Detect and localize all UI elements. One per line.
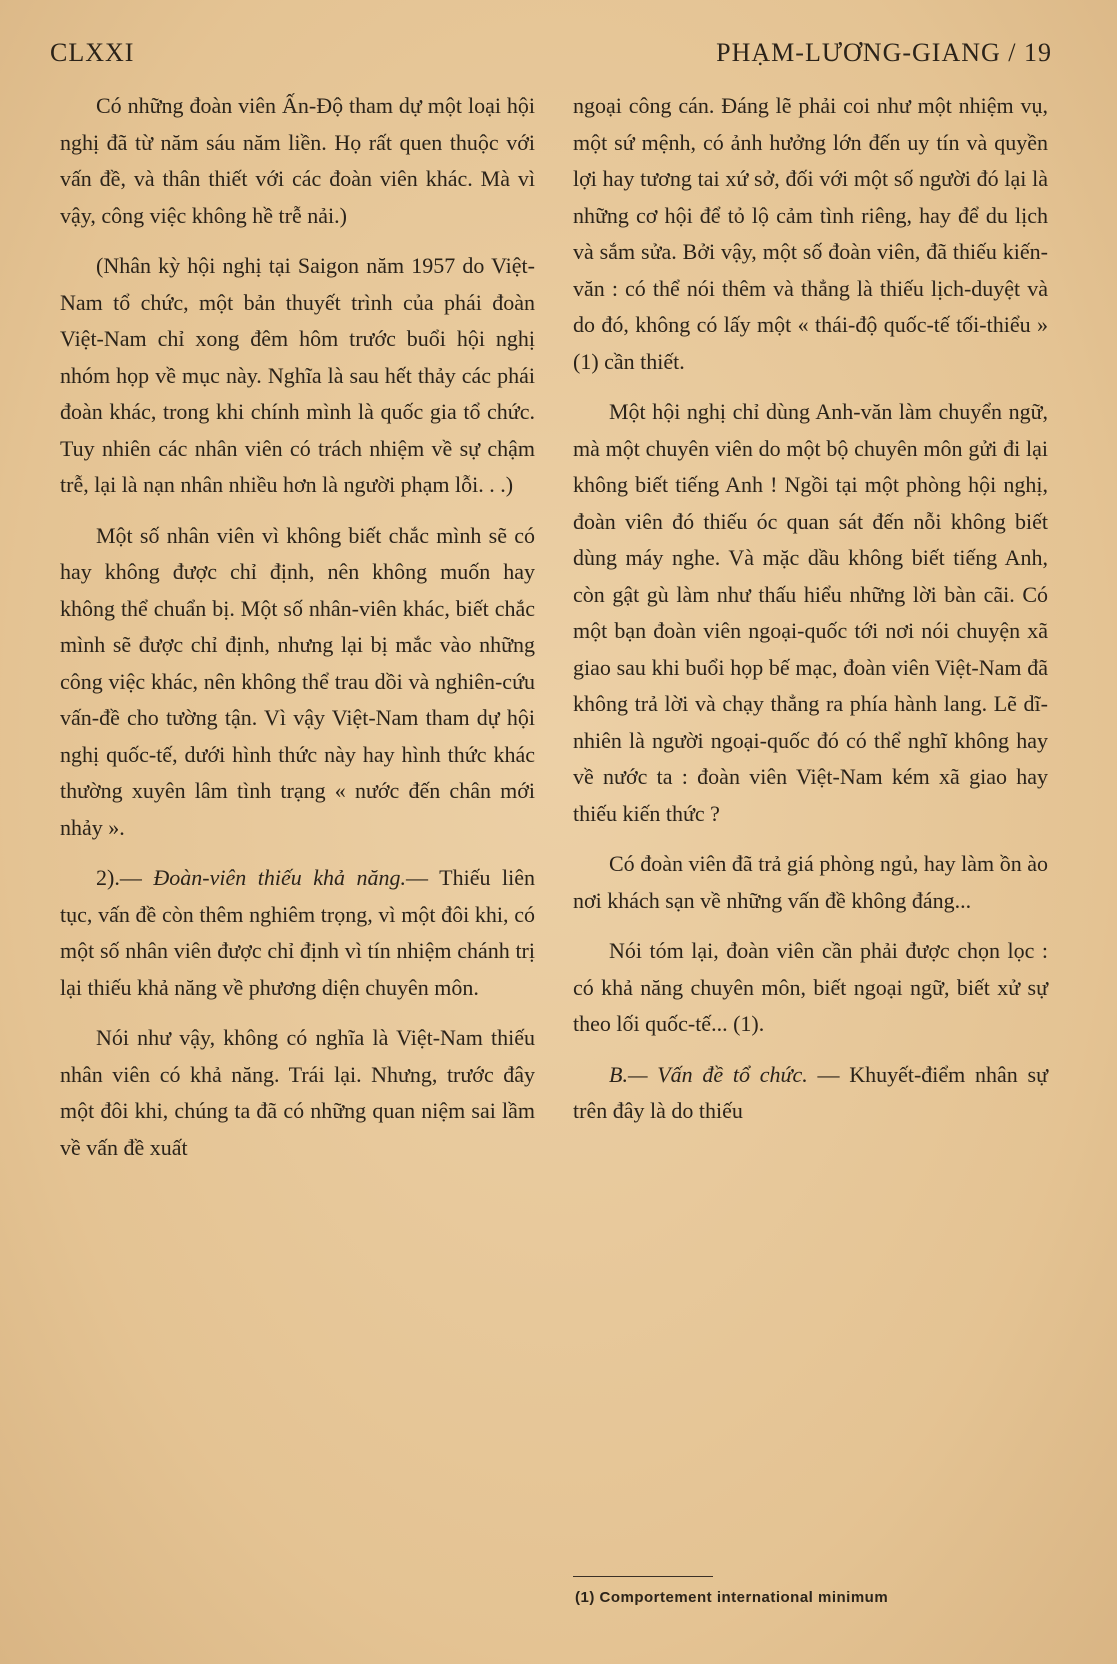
section-number: 2).—	[96, 865, 154, 890]
paragraph-text: — Khuyết-điểm nhân sự trên đây là do thiếu	[573, 1061, 1048, 1123]
paragraph	[60, 860, 535, 1006]
paragraph: Nói như vậy, không có nghĩa là Việt-Nam thiếu nhân viên có khả năng. Trái lại. Nhưng, trước đây một đôi khi, chúng ta đã có những quan niệm sai lầm về vấn đề xuất	[60, 1025, 535, 1160]
footnote-rule	[573, 1576, 713, 1577]
paragraph	[573, 1057, 1048, 1130]
paragraph: Có đoàn viên đã trả giá phòng ngủ, hay làm ồn ào nơi khách sạn về những vấn đề không đáng...	[573, 851, 1048, 913]
page-section-number: CLXXI	[50, 38, 135, 67]
paragraph: (Nhân kỳ hội nghị tại Saigon năm 1957 do Việt-Nam tổ chức, một bản thuyết trình của phái đoàn Việt-Nam chỉ xong đêm hôm trước buổi hội nghị nhóm họp về mục này. Nghĩa là sau hết thảy các phái đoàn khác, trong khi chính mình là quốc gia tổ chức. Tuy nhiên các nhân viên có trách nhiệm về sự chậm trễ, lại là nạn nhân nhiều hơn là người phạm lỗi. . .)	[60, 253, 535, 497]
paragraph: Nói tóm lại, đoàn viên cần phải được chọn lọc : có khả năng chuyên môn, biết ngoại ngữ, biết xử sự theo lối quốc-tế... (1).	[573, 938, 1048, 1036]
page-running-header: PHẠM-LƯƠNG-GIANG / 19	[716, 38, 1052, 67]
paragraph: ngoại công cán. Đáng lẽ phải coi như một nhiệm vụ, một sứ mệnh, có ảnh hưởng lớn đến uy tín và quyền lợi hay tương tai xứ sở, đối với một số người đó lại là những cơ hội để tỏ lộ cảm tình riêng, hay để du lịch và sắm sửa. Bởi vậy, một số đoàn viên, đã thiếu kiến-văn : có thể nói thêm và thẳng là thiếu lịch-duyệt và do đó, không có lấy một « thái-độ quốc-tế tối-thiểu » (1) cần thiết.	[573, 93, 1048, 374]
section-heading: Đoàn-viên thiếu khả năng.	[153, 865, 407, 890]
paragraph: Một hội nghị chỉ dùng Anh-văn làm chuyển ngữ, mà một chuyên viên do một bộ chuyên môn gửi đi lại không biết tiếng Anh ! Ngồi tại một phòng hội nghị, đoàn viên đó thiếu óc quan sát đến nỗi không biết dùng máy nghe. Và mặc dầu không biết tiếng Anh, còn gật gù làm như thấu hiểu những lời bàn cãi. Có một bạn đoàn viên ngoại-quốc tới nơi nói chuyện xã giao sau khi buổi họp bế mạc, đoàn viên Việt-Nam đã không trả lời và chạy thẳng ra phía hành lang. Lẽ dĩ-nhiên là người ngoại-quốc đó có thể nghĩ không hay về nước ta : đoàn viên Việt-Nam kém xã giao hay thiếu kiến thức ?	[573, 399, 1048, 826]
right-column	[573, 88, 1048, 1144]
left-column	[60, 88, 535, 1180]
paragraph: Có những đoàn viên Ấn-Độ tham dự một loại hội nghị đã từ năm sáu năm liền. Họ rất quen thuộc với vấn đề, và thân thiết với các đoàn viên khác. Mà vì vậy, công việc không hề trễ nải.)	[60, 93, 535, 228]
section-heading: B.— Vấn đề tổ chức.	[609, 1061, 808, 1087]
paragraph-text: — Thiếu liên tục, vấn đề còn thêm nghiêm trọng, vì một đôi khi, có một số nhân viên được chỉ định vì tín nhiệm chánh trị lại thiếu khả năng về phương diện chuyên môn.	[60, 865, 536, 1000]
paragraph: Một số nhân viên vì không biết chắc mình sẽ có hay không được chỉ định, nên không muốn hay không thể chuẩn bị. Một số nhân-viên khác, biết chắc mình sẽ được chỉ định, nhưng lại bị mắc vào những công việc khác, nên không thể trau dồi và nghiên-cứu vấn-đề cho tường tận. Vì vậy Việt-Nam tham dự hội nghị quốc-tế, dưới hình thức này hay hình thức khác thường xuyên lâm tình trạng « nước đến chân mới nhảy ».	[60, 522, 535, 840]
footnote: (1) Comportement international minimum	[575, 1589, 889, 1606]
